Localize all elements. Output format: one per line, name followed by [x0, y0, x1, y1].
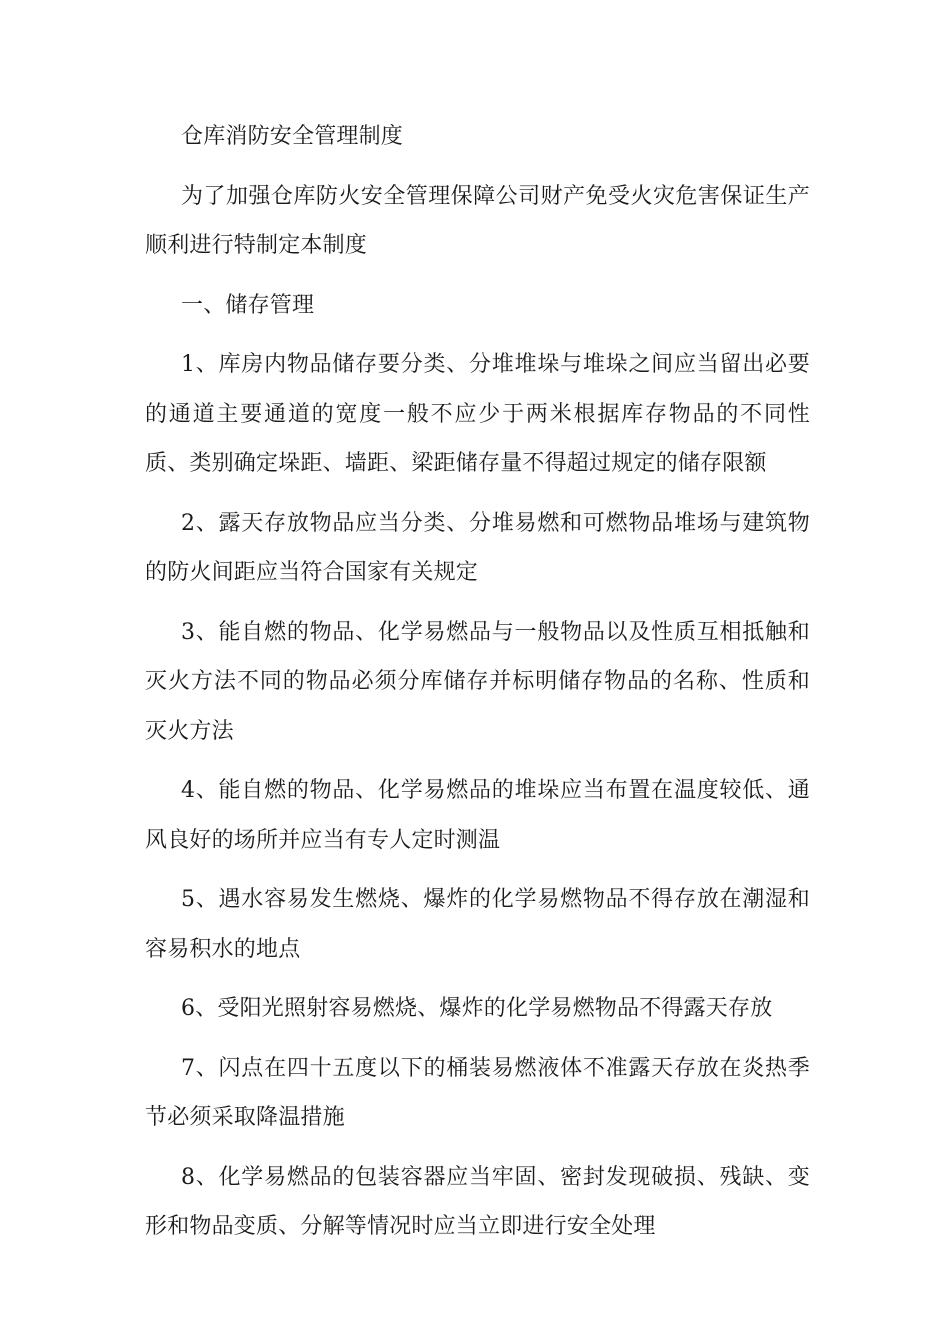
rule-item-1: 1、库房内物品储存要分类、分堆堆垛与堆垛之间应当留出必要的通道主要通道的宽度一般不应少于两米根据库存物品的不同性质、类别确定垛距、墙距、梁距储存量不得超过规定的储存限额 — [145, 352, 810, 476]
rule-item-5: 5、遇水容易发生燃烧、爆炸的化学易燃物品不得存放在潮湿和容易积水的地点 — [145, 887, 810, 962]
rule-item-6: 6、受阳光照射容易燃烧、爆炸的化学易燃物品不得露天存放 — [181, 996, 773, 1021]
intro-paragraph: 为了加强仓库防火安全管理保障公司财产免受火灾危害保证生产顺利进行特制定本制度 — [145, 183, 810, 258]
document-body — [145, 112, 810, 1262]
rule-item-2: 2、露天存放物品应当分类、分堆易燃和可燃物品堆场与建筑物的防火间距应当符合国家有关规定 — [145, 510, 810, 585]
section-heading-storage: 一、储存管理 — [181, 292, 315, 318]
rule-item-7: 7、闪点在四十五度以下的桶装易燃液体不准露天存放在炎热季节必须采取降温措施 — [145, 1055, 810, 1130]
rule-item-3: 3、能自燃的物品、化学易燃品与一般物品以及性质互相抵触和灭火方法不同的物品必须分库储存并标明储存物品的名称、性质和灭火方法 — [145, 619, 810, 744]
document-title: 仓库消防安全管理制度 — [181, 124, 404, 149]
rule-item-4: 4、能自燃的物品、化学易燃品的堆垛应当布置在温度较低、通风良好的场所并应当有专人定时测温 — [145, 778, 810, 853]
rule-item-8: 8、化学易燃品的包装容器应当牢固、密封发现破损、残缺、变形和物品变质、分解等情况时应当立即进行安全处理 — [145, 1164, 810, 1239]
